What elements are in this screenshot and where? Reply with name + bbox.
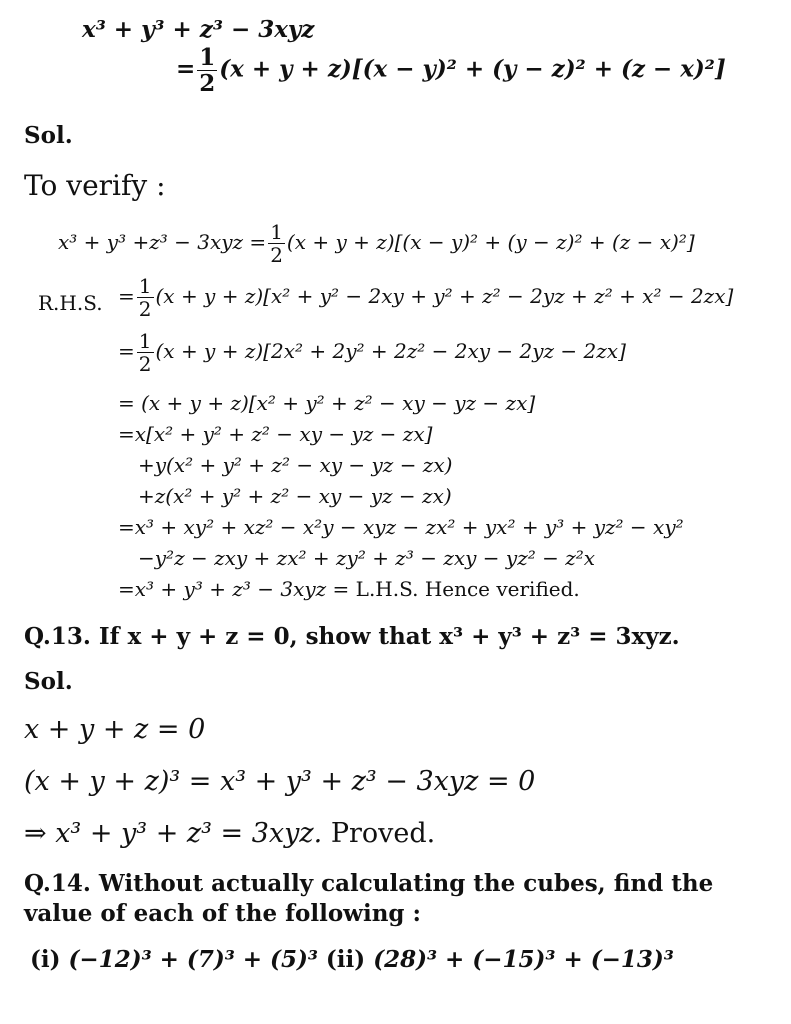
identity-line-2 (176, 46, 726, 95)
verify-lhs: x³ + y³ +z³ − 3xyz = (58, 230, 267, 254)
step-9-math: =x³ + y³ + z³ − 3xyz = (118, 577, 350, 601)
question-14-parts (30, 948, 674, 971)
identity-rest: (x + y + z)[(x − y)² + (y − z)² + (z − x)²] (219, 55, 726, 83)
verify-frac-num: 1 (270, 220, 283, 244)
rhs-label: R.H.S. (38, 291, 103, 315)
part-i-label: (i) (30, 946, 61, 973)
identity-fraction (197, 46, 217, 95)
verify-frac-den: 2 (270, 243, 283, 267)
question-14-line-1: Q.14. Without actually calculating the cubes, find the (24, 870, 714, 897)
q13-sol-line-3-math: ⇒ x³ + y³ + z³ = 3xyz. (24, 818, 323, 849)
step-2-fraction (137, 331, 154, 374)
identity-frac-num: 1 (199, 44, 216, 71)
step-8: −y²z − zxy + zx² + zy² + z³ − zxy − yz² − z²x (138, 546, 596, 570)
sol-label-2: Sol. (24, 668, 73, 695)
step-1-equals: = (118, 284, 135, 308)
step-3: = (x + y + z)[x² + y² + z² − xy − yz − zx] (118, 391, 536, 415)
step-9-text: L.H.S. Hence verified. (355, 577, 580, 601)
question-14-line-2: value of each of the following : (24, 900, 421, 927)
question-13: Q.13. If x + y + z = 0, show that x³ + y³ + z³ = 3xyz. (24, 623, 680, 650)
part-ii-expression: (28)³ + (−15)³ + (−13)³ (373, 946, 674, 973)
step-6: +z(x² + y² + z² − xy − yz − zx) (138, 484, 452, 508)
sol-label-1: Sol. (24, 122, 73, 149)
verify-fraction (268, 222, 285, 265)
step-1-frac-den: 2 (138, 297, 152, 321)
part-ii-label: (ii) (325, 946, 366, 973)
step-2-rest: (x + y + z)[2x² + 2y² + 2z² − 2xy − 2yz − 2zx] (155, 339, 626, 363)
step-2-frac-den: 2 (138, 352, 152, 376)
verify-rhs: (x + y + z)[(x − y)² + (y − z)² + (z − x)²] (286, 230, 695, 254)
step-1-rest: (x + y + z)[x² + y² − 2xy + y² + z² − 2yz + z² + x² − 2zx] (155, 284, 734, 308)
part-i-expression: (−12)³ + (7)³ + (5)³ (68, 946, 318, 973)
q13-sol-line-3-text: Proved. (330, 818, 436, 849)
step-7: =x³ + xy² + xz² − x²y − xyz − zx² + yx² + y³ + yz² − xy² (118, 515, 684, 539)
verify-equation (58, 222, 695, 265)
step-1-frac-num: 1 (138, 274, 152, 298)
step-2 (118, 331, 626, 374)
step-1 (118, 276, 733, 319)
step-5: +y(x² + y² + z² − xy − yz − zx) (138, 453, 453, 477)
step-9 (118, 579, 580, 599)
identity-frac-den: 2 (199, 70, 216, 97)
identity-line-1: x³ + y³ + z³ − 3xyz (82, 16, 315, 43)
step-4: =x[x² + y² + z² − xy − yz − zx] (118, 422, 433, 446)
q13-sol-line-2: (x + y + z)³ = x³ + y³ + z³ − 3xyz = 0 (24, 766, 536, 797)
step-2-equals: = (118, 339, 135, 363)
step-1-fraction (137, 276, 154, 319)
to-verify-heading: To verify : (24, 169, 166, 202)
q13-sol-line-3 (24, 820, 435, 847)
identity-equals: = (176, 55, 196, 83)
q13-sol-line-1: x + y + z = 0 (24, 714, 206, 745)
step-2-frac-num: 1 (138, 329, 152, 353)
